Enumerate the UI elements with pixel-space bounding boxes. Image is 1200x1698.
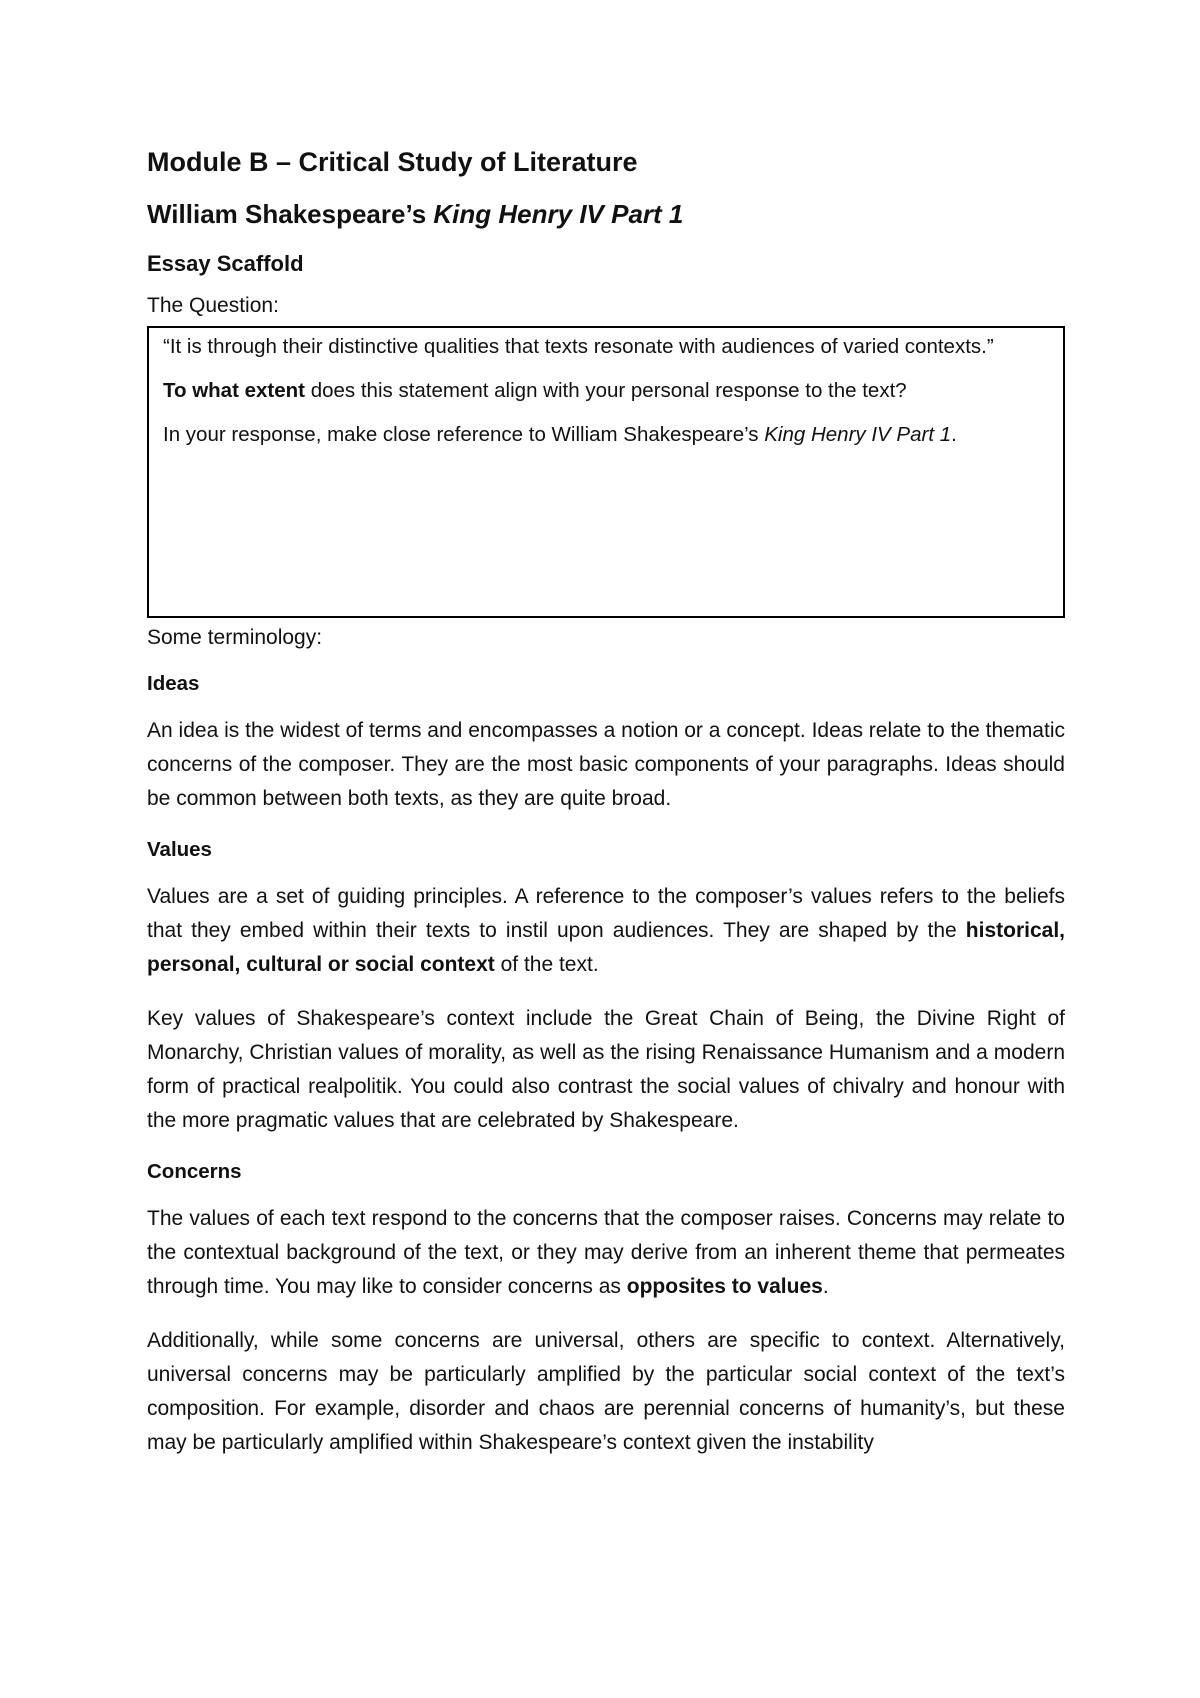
concerns-heading: Concerns: [147, 1159, 242, 1183]
instruction-prefix: In your response, make close reference to William Shakespeare’s: [163, 423, 765, 447]
values-text-prefix: Values are a set of guiding principles. A reference to the composer’s values refers to the beliefs that they embed within their texts to instil upon audiences. They are shaped by the: [147, 884, 1065, 942]
subtitle-play-title: King Henry IV Part 1: [433, 199, 684, 230]
values-heading: Values: [147, 837, 212, 861]
values-text-bold: historical, personal, cultural or social context: [147, 918, 1065, 976]
question-instruction: [163, 422, 1049, 448]
ideas-paragraph: An idea is the widest of terms and encompasses a notion or a concept. Ideas relate to the thematic concerns of the composer. They are the most basic components of your paragraphs. Ideas should be common between both texts, as they are quite broad.: [147, 718, 1065, 810]
section-heading: Essay Scaffold: [147, 250, 304, 276]
concerns-paragraph: [147, 1202, 1065, 1304]
key-values-paragraph: Key values of Shakespeare’s context include the Great Chain of Being, the Divine Right of Monarchy, Christian values of morality, as well as the rising Renaissance Humanism and a modern form of practical realpolitik. You could also contrast the social values of chivalry and honour with the more pragmatic values that are celebrated by Shakespeare.: [147, 1006, 1065, 1132]
concerns-additional-paragraph: Additionally, while some concerns are universal, others are specific to context. Alternatively, universal concerns may be particularly amplified by the particular social context of the text’s composition. For example, disorder and chaos are perennial concerns of humanity’s, but these may be particularly amplified within Shakespeare’s context given the instability: [147, 1328, 1065, 1454]
concerns-text-suffix: .: [822, 1274, 829, 1298]
question-box: [147, 326, 1065, 618]
subtitle-prefix: William Shakespeare’s: [147, 199, 434, 230]
document-page: [147, 145, 1065, 1480]
instruction-suffix: .: [951, 423, 957, 447]
concerns-text-prefix: The values of each text respond to the concerns that the composer raises. Concerns may relate to the contextual background of the text, or they may derive from an inherent theme that permeates through time. You may like to consider concerns as: [147, 1206, 1065, 1298]
question-quote: “It is through their distinctive qualities that texts resonate with audiences of varied contexts.”: [163, 334, 994, 358]
values-text-suffix: of the text.: [494, 952, 599, 976]
question-prompt-rest: does this statement align with your personal response to the text?: [305, 379, 907, 403]
concerns-text-bold: opposites to values: [626, 1274, 823, 1298]
values-paragraph: [147, 880, 1065, 982]
document-title: Module B – Critical Study of Literature: [147, 147, 638, 177]
question-prompt-bold: To what extent: [163, 379, 305, 403]
document-subtitle: [147, 198, 1065, 232]
terminology-label: Some terminology:: [147, 625, 323, 649]
instruction-play-title: King Henry IV Part 1: [764, 423, 952, 447]
question-prompt: [163, 378, 1049, 404]
question-label: The Question:: [147, 294, 279, 318]
ideas-heading: Ideas: [147, 671, 200, 695]
